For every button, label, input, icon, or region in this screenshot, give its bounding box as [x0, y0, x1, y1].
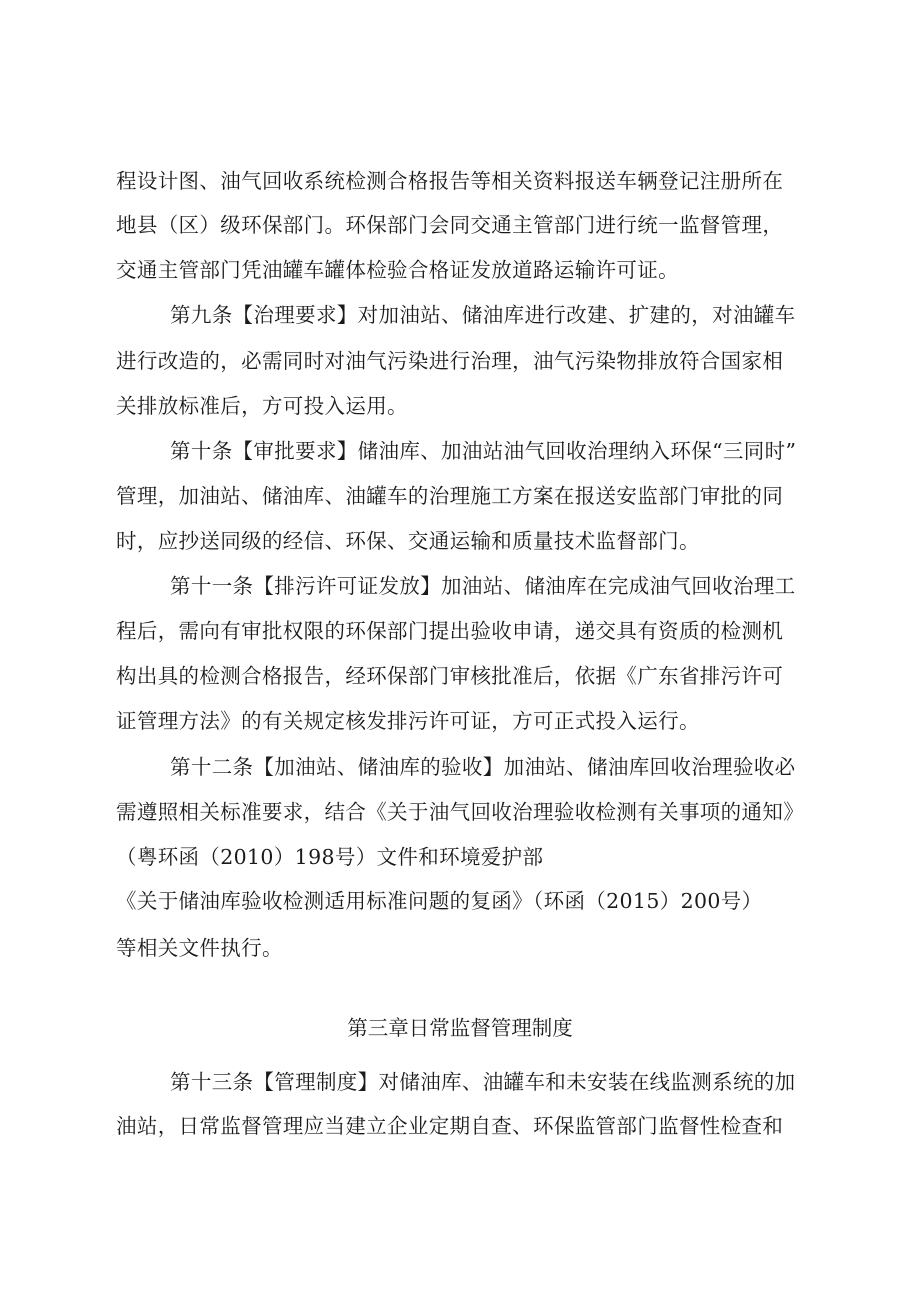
paragraph-line: 程后，需向有审批权限的环保部门提出验收申请，递交具有资质的检测机 — [116, 619, 784, 643]
paragraph-line: 进行改造的，必需同时对油气污染进行治理，油气污染物排放符合国家相 — [116, 349, 784, 373]
paragraph-line: 油站，日常监督管理应当建立企业定期自查、环保监管部门监督性检查和 — [116, 1114, 784, 1138]
paragraph-line: 构出具的检测合格报告，经环保部门审核批准后，依据《广东省排污许可 — [116, 664, 784, 688]
paragraph-line: 时，应抄送同级的经信、环保、交通运输和质量技术监督部门。 — [116, 529, 700, 553]
paragraph-line: 管理，加油站、储油库、油罐车的治理施工方案在报送安监部门审批的同 — [116, 484, 784, 508]
paragraph-line: 地县（区）级环保部门。环保部门会同交通主管部门进行统一监督管理， — [116, 213, 784, 237]
paragraph-line: 等相关文件执行。 — [116, 936, 283, 960]
paragraph-line: 关排放标准后，方可投入运用。 — [116, 394, 408, 418]
paragraph-line: 证管理方法》的有关规定核发排污许可证，方可正式投入运行。 — [116, 709, 700, 733]
article-13-first-line: 第十三条【管理制度】对储油库、油罐车和未安装在线监测系统的加 — [170, 1070, 796, 1094]
article-9-first-line: 第九条【治理要求】对加油站、储油库进行改建、扩建的，对油罐车 — [170, 303, 796, 327]
paragraph-line: 交通主管部门凭油罐车罐体检验合格证发放道路运输许可证。 — [116, 258, 679, 282]
chapter-heading: 第三章日常监督管理制度 — [347, 1016, 573, 1040]
paragraph-line: （粤环函（2010）198号）文件和环境爱护部 — [116, 845, 544, 869]
article-11-first-line: 第十一条【排污许可证发放】加油站、储油库在完成油气回收治理工 — [170, 574, 796, 598]
article-12-first-line: 第十二条【加油站、储油库的验收】加油站、储油库回收治理验收必 — [170, 755, 796, 779]
article-10-first-line: 第十条【审批要求】储油库、加油站油气回收治理纳入环保“三同时” — [170, 439, 797, 463]
paragraph-line: 需遵照相关标准要求，结合《关于油气回收治理验收检测有关事项的通知》 — [116, 800, 805, 824]
paragraph-line: 程设计图、油气回收系统检测合格报告等相关资料报送车辆登记注册所在 — [116, 169, 784, 193]
paragraph-line: 《关于储油库验收检测适用标准问题的复函》（环函（2015）200号） — [116, 889, 763, 913]
